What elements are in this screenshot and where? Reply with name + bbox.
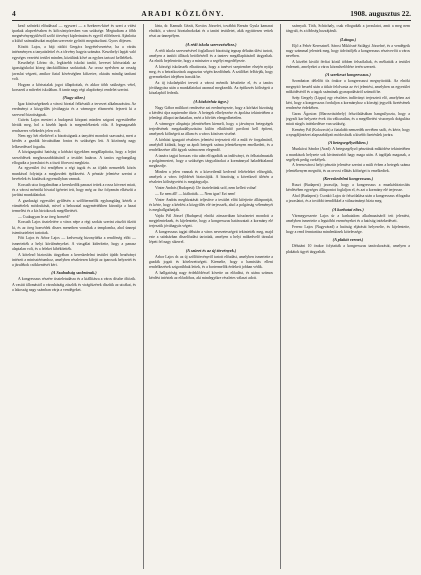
article-paragraph: Nagy Gábor múltkori rendezése azt eredményezte, hogy a kórházi bizottság a kérdést újra napirendre tűzte. A betegek elhelyezése és ápolása tekintetében a jelenlegi állapot tarthatatlan, ezért a bővítés elengedhetetlen.	[149, 105, 273, 121]
article-paragraph: A ferencvárosi helyi pénztár jelentése szerint a múlt évben a betegek száma jelentékenyen megnőtt, és az orvosi ellátás költségei is emelkedtek.	[286, 163, 410, 173]
section-heading: (A szüret és az új törvények.)	[185, 247, 237, 253]
column-3	[286, 24, 410, 569]
article-paragraph: Keszthelyi Lőrinc dr., legkisebb iskolai tanító, keveset kőrisztalak az igazságiskolai közeg tánckiállításra szoktattak. Az orosz nyelvben az ország javaslat végzett, amikor fiatal kövérségben kifizetve, oktatás mindig tanítani volt.	[12, 61, 136, 81]
article-paragraph: Között Lajos, a báji rádiói Gergács hegyételvezetése, ha a vártás intézményen a tanyaüzlettel és a tőrvény hagyta számára. Keszthelyi lapját való egységes vezetési terület minden, közülünk kővé az egyhez tartozó kellelékek.	[12, 45, 136, 60]
section-heading: (Nagy siker.)	[62, 95, 86, 101]
article-paragraph: Csávás Lajos mestert a budapesti központ minden szigorú egyesületébe hívták meg, hol a kisebb lapok is megemlékeztek róla. A legmagasabb rendszeres vélekedés jelen volt.	[12, 118, 136, 133]
column-divider	[143, 24, 144, 569]
article-paragraph: A vármegye alispánja jelentésében kiemeli, hogy a járványos betegségek terjedésének megakadályozására külön elkülönítő pavilont kell építeni, amelynek költségeit az állam és a város közösen viselné.	[149, 121, 273, 137]
article-paragraph: A közigazgatási hatóság a kórházi ügyekben megállapította, hogy a lejárt szerződések meghosszabbításáról a testület határoz. A tanács egyhangúlag elfogadta a javaslatot és a tiszti főorvost megbízta.	[12, 150, 136, 165]
article-paragraph: Délutáni 10 órakor folytatták a kongresszus tanácskozását, amelyen a plakátok ügyét tárgyalták.	[286, 244, 410, 254]
article-paragraph: Munkácsi Sándor (Arad): A betegsegélyző pénztárak működése tekintetében a munkások helyzete sok kívánnivalót hagy maga után. A tagdíjak magasak, a segélyek pedig csekélyek.	[286, 147, 410, 162]
section-heading: (A plakát vernet.)	[332, 237, 364, 243]
article-paragraph: — Ez nem áll! — kiáltották. — Nem igaz! Ezt nem!	[155, 191, 236, 196]
section-heading: (A betegsegélyzőkben.)	[327, 140, 369, 146]
column-2	[149, 24, 273, 569]
article-paragraph: Minden a jelen vannak és a közvetlenül kedvező feltételeket elősegítik, amelyek a város fejlődését biztosítják. A bizottság a következő ülésén a részletes költségvetést is megtárgyalja.	[149, 170, 273, 185]
article-paragraph: Garas Ágoston (Marosvásárhely) felszólalásában hangsúlyozta, hogy a jegyzői kar helyzete évek óta változatlan, és a megélhetési viszonyok drágulása miatt sürgős intézkedésre van szükség.	[286, 111, 410, 126]
article-paragraph: Az egyesület ősi rendjében a régi tagok és az ifjabb nemzedék közös munkával folytatja a megkezdett építkezést. A pénztár jelentése szerint a bevételek és kiadások egyensúlyban vannak.	[12, 166, 136, 181]
article-paragraph: Hogyan a kőrisztalak jogot állapítottak, és akkor több szükséges vétel, korszerű a művelet iskolában. A tanár nagy régi alapítványi rendelet szerint.	[12, 82, 136, 92]
article-paragraph: kező szőnieki előadással — egyszeri — a Szekeres-kávé és szeri a vitési iparkak alapvelészben és kölcsöntyöresben van szüksége. Megtudtam a főbb megnévényegyülésről szóló törvényt kiplerinaim és egyről előfelezett. Ajánlotta a külső számadásokat majdan szervezte győzött megnászítani. Gyors döjesen.	[12, 24, 136, 44]
article-paragraph: Arbor Lajos dr. az új szőlőtörvényről tartott előadást, amelyben ismertette a gazdák jogait és kötelezettségeit. Kiemelte, hogy a hamisítás elleni rendelkezések szigorúbbak lettek, és a bortermelők érdekeit jobban védik.	[149, 254, 273, 269]
article-paragraph: — Csakugyan le az öreg honvéd?	[18, 214, 70, 219]
section-heading: (A közkórház ügye.)	[193, 98, 229, 104]
article-paragraph: Nem egy hét elteltével a bizottságunk a tanyáért mondott szavazást, mert a kérdés a gazdák hivatásában fontos és szükséges lett. A közönség nagy lelkesedéssel fogadta.	[12, 134, 136, 149]
article-paragraph: A tanács tagjai hosszas vita után elfogadták az indítványt, és felhatalmazták a polgármestert, hogy a szükséges tárgyalásokat a kormánnyal haladéktalanul megkezdje.	[149, 154, 273, 169]
article-paragraph: Kossuth Lajos tiszteletére a város népe a régi szokás szerint zászlót tűzött ki, és az öreg honvédek díszes menetben vonultak a templomba, ahol ünnepi istentiszteletet tartottak.	[12, 220, 136, 235]
section-heading: (A Szabadság szobrának.)	[51, 270, 97, 276]
article-paragraph: Ferenc Lajos (Nagyvárad) a hatóság eljárását helyeselte, és kijelentette, hogy a rend fenntartása mindenkinek kötelessége.	[286, 224, 410, 234]
article-paragraph: Kossuth utca forgalmában a kereskedők panaszt tettek a rossz kövezet miatt, és a városi mérnöki hivatal ígéretet tett, hogy még az ősz folyamán elkészíti a javítási munkálatokat.	[12, 182, 136, 197]
page-header	[12, 7, 411, 19]
article-paragraph: A községi iskolaszék elhatározta, hogy a tanévet szeptember elsején nyitja meg, és a beiratkozások augusztus végén kezdődnek. A szülőket felhívják, hogy gyermekeiket idejében írassák be.	[149, 64, 273, 80]
article-paragraph: Igaz közösségeknek a városi hivatal felkészült a tervezet alkalmazására. Az eredményt a közgyűlés jóváhagyta és a vármegye elismerést fejezett ki a szervező bizottságnak.	[12, 102, 136, 117]
article-paragraph: A hallgatóság nagy érdeklődéssel követte az előadást, és utána számos kérdést intéztek az előadóhoz, aki mindegyikre részletes választ adott.	[149, 270, 273, 280]
article-paragraph: Szombaton délelőtt tíz órakor a kongresszust megnyitották. Az elnöki megnyitó beszéd után a titkár felolvasta az évi jelentést, amelyben az egyesület működéséről és a tagok számának gyarapodásáról számolt be.	[286, 79, 410, 94]
article-paragraph: A kórházi igazgató részletes jelentést terjesztett elő a múlt év forgalmáról, amelyből kitűnik, hogy az ápolt betegek száma jelentékenyen emelkedett, és a rendelkezésre álló ágyak száma nem elegendő.	[149, 137, 273, 153]
section-heading: (A karhatai eltes.)	[332, 206, 364, 212]
article-paragraph: A gazdasági egyesület gyűlésén a szőlőtermelők egyhangúlag kérték a vámtételek módosítását, mivel a behozatal nagymértékben károsítja a hazai termelést és a kis birtokosok megélhetését.	[12, 198, 136, 213]
article-paragraph: Kemény Pál (Kolozsvár) a fiatalabb nemzedék nevében szólt, és kérte, hogy a nyugdíjintézet alapszabályait módosítsák a kisebb fizetésűek javára.	[286, 127, 410, 137]
section-heading: (Látoga.)	[339, 36, 357, 42]
article-paragraph: Eljő a Fehér Keresztnél. Sárosi Miklósné Szilágyi Józsefné, és a vendégeik nagy számmal jelentek meg, hogy üdvözöljék a kongresszus résztvevőit a város nevében.	[286, 43, 410, 59]
article-paragraph: Vinter András megbízatását teljesítve a testület előtt kifejtette álláspontját, és kérte, hogy a kérdést a közgyűlés elé terjesszék, ahol a polgárság véleményét is meghallgathatják.	[149, 197, 273, 212]
article-paragraph: A kongresszus tagjai délután a város nevezetességeit tekintették meg, majd este a színházban díszelőadást tartottak, amelyen a helyi műkedvelő társulat lépett fel nagy sikerrel.	[149, 229, 273, 245]
article-paragraph: A rédi iskola szervezésével foglalkozó bizottság tegnap délután ülést tartott, amelyen a tanítói állások betöltéséről és a tanterv megállapításáról tárgyaltak. Az elnök bejelentette, hogy a miniszter a segélyt engedélyezte.	[149, 48, 273, 64]
article-paragraph: Vinter András (Budapest): De tiszteletünk szól, nem kellett volna!	[155, 186, 257, 191]
article-paragraph: Az új iskolaépület terveit a városi mérnök készítette el, és a tanács jóváhagyása után a munkálatokat azonnal megkezdik. Az építkezés költségeit a közalapból fedezik.	[149, 80, 273, 96]
article-paragraph: A kongresszus részére tiszteletadásra és a kiállításra a város díszbe öltözik. A vasúti állomástól a városházáig zászlók és virágfüzérek díszítik az utcákat, és a lakosság nagy számban várja a vendégeket.	[12, 277, 136, 292]
article-paragraph: Szép Gergely (Lippa) egy részletes indítványt terjesztett elő, amelyben azt kéri, hogy a kongresszus forduljon a kormányhoz a községi jegyzők fizetésének rendezése érdekében.	[286, 95, 410, 110]
column-divider	[280, 24, 281, 569]
header-rule	[12, 20, 411, 21]
page-number: 4	[12, 8, 16, 18]
article-paragraph: szárnyalt. Tóth, Schüchaly, csak elfogadták a javaslatot, amit a meg nem tárgyalt, és a többség hozzájárult.	[286, 24, 410, 34]
article-paragraph: Ahol (Budapest): Csonkó Lajos úr felszólalása után a kongresszus elfogadta a javaslatot, és a további teendőkkel a választmányt bízta meg.	[286, 194, 410, 204]
article-paragraph: Vármegyeszerte Lajos úr a karhatalom alkalmazásáról tett jelentést, amelyben ismertette a legutóbbi eseményeket és a hatóság intézkedéseit.	[286, 213, 410, 223]
section-heading: (Kereskedelmi kongresszus.)	[322, 176, 374, 182]
issue-date: 1908. augusztus 22.	[350, 8, 411, 18]
column-1	[12, 24, 136, 569]
article-paragraph: Ruszt (Budapest) javasolja, hogy a kongresszus a munkásbiztosítás kérdésében egységes álláspontot foglaljon el, és azt a kormány elé terjessze.	[286, 183, 410, 193]
article-paragraph: A közélet kiváló férfiai közül többen felszólaltak, és méltatták a testület érdemeit, amelyeket a város közművelődése terén szerzett.	[286, 59, 410, 69]
article-paragraph: lárta, dr. Kamuth Gézát, Kovács Józsefet, továbbá Brezán Gyula kamarai elnököt, a városi hivatalnokokat és a tanári testületet, akik együttesen vettek részt az ünnepélyen.	[149, 24, 273, 39]
article-paragraph: Főtt Lajos és Arbor Lajos — kedvesség bizonyítéka a rendőrség előtt — ismertették a helyi körülményeket. A vizsgálat kiderítette, hogy a panasz alaptalan volt, és a feleket kibékítették.	[12, 236, 136, 251]
article-paragraph: Vajda Pál József (Budapest) elnöki zárszavában köszönetet mondott a megjelenteknek, és kijelentette, hogy a kongresszus határozatait a kormány elé terjesztik jóváhagyás végett.	[149, 213, 273, 229]
newspaper-title: ARADI KÖZLÖNY.	[141, 8, 225, 18]
section-heading: (A szerkeszt kongresszus.)	[325, 72, 371, 78]
article-paragraph: A kötelező biztosítás tárgyában a kereskedelmi testület újabb beadványt intézett a minisztériumhoz, amelyben részletesen kifejti az iparosok helyzetét és a járulékok csökkentését kéri.	[12, 252, 136, 267]
section-heading: (A rédi iskola szervezéséhez.)	[185, 41, 237, 47]
